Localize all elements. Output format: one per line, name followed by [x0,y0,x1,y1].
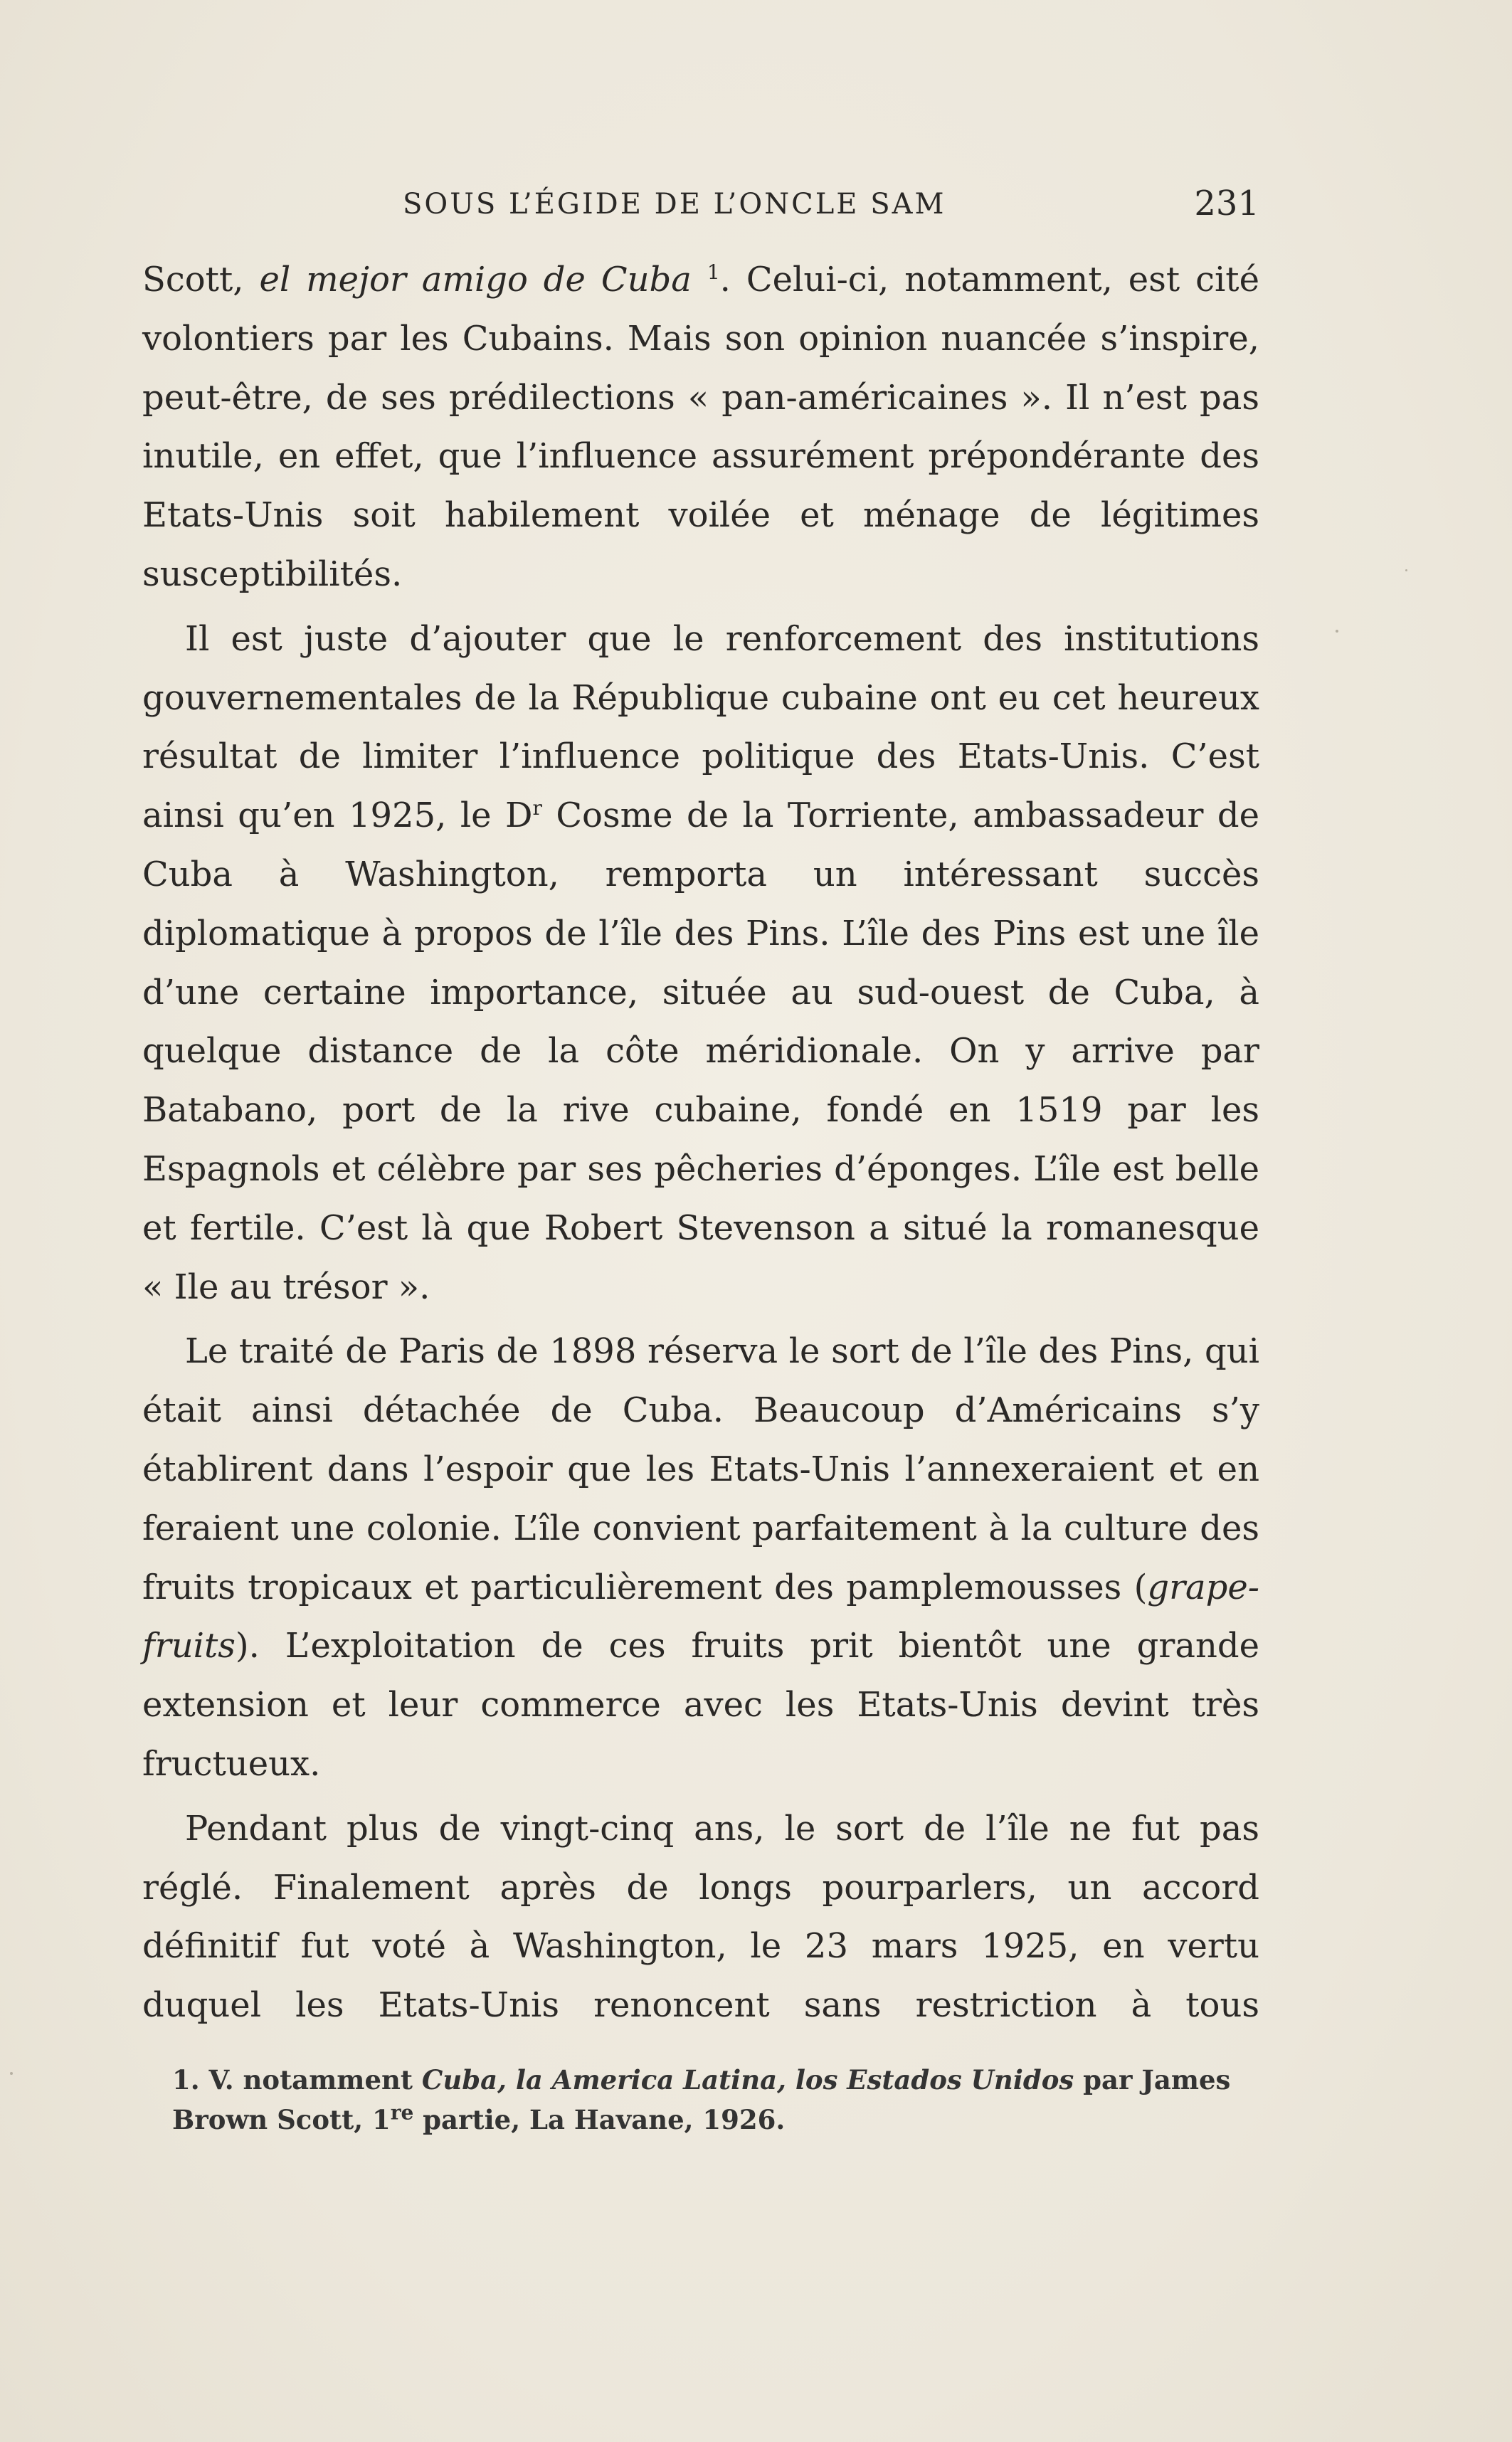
paragraph-3 [142,1322,1259,1793]
footnote-title: Cuba, la America Latina, los Estados Unidos [421,2064,1074,2095]
footnote [142,2060,1259,2140]
paragraph-1 [142,250,1259,604]
running-head: SOUS L’ÉGIDE DE L’ONCLE SAM [403,188,946,221]
paragraph-1-text-a: Scott, [142,260,260,300]
paragraph-2-text-a: Il est juste d’ajouter que le renforcement des institutions gouvernementales de la République cubaine ont eu cet heureux résultat de limiter l’influence politique des Etats-Unis. C’est ainsi qu’en 1925, le D [142,618,1259,836]
paragraph-2-text-b: Cosme de la Torriente, ambassadeur de Cuba à Washington, remporta un intéressant succès diplomatique à propos de l’île des Pins. L’île des Pins est une île d’une certaine importance, située au sud-ouest de Cuba, à quelque distance de la côte méridionale. On y arrive par Batabano, port de la rive cubaine, fondé en 1519 par les Espagnols et célèbre par ses pêcheries d’éponges. L’île est belle et fertile. C’est là que Robert Stevenson a situé la romanesque « Ile au trésor ». [142,796,1259,1307]
paragraph-3-text-b: ). L’exploitation de ces fruits prit bientôt une grande extension et leur commerce avec les Etats-Unis devint très fructueux. [142,1626,1259,1784]
footnote-reference: 1 [707,260,720,284]
paragraph-4-text: Pendant plus de vingt-cinq ans, le sort de l’île ne fut pas réglé. Finalement après de longs pourparlers, un accord définitif fut voté à Washington, le 23 mars 1925, en vertu duquel les Etats-Unis renoncent sans restriction à tous [142,1808,1259,2026]
paragraph-1-text-b: . Celui-ci, notamment, est cité volontiers par les Cubains. Mais son opinion nuancée s’inspire, peut-être, de ses prédilections « pan-américaines ». Il n’est pas inutile, en effet, que l’influence assurément prépondérante des Etats-Unis soit habilement voilée et ménage de légitimes susceptibilités. [142,260,1260,594]
page-header [142,184,1259,226]
paper-speck [1336,630,1338,633]
footnote-text-b: par James Brown Scott, 1 [172,2064,1231,2135]
footnote-superscript: re [390,2100,414,2125]
paragraph-2 [142,610,1259,1317]
page-number: 231 [1194,184,1259,223]
paragraph-3-emphasis: grape-fruits [142,1567,1259,1666]
footnote-text [142,2060,1259,2140]
paragraph-1-emphasis: el mejor amigo de Cuba [259,260,692,300]
paragraph-4 [142,1799,1259,2035]
footnote-text-a: 1. V. notamment [172,2064,422,2095]
paper-speck [10,2072,13,2075]
footnote-text-c: partie, La Havane, 1926. [413,2104,786,2135]
paper-speck [1405,569,1407,571]
body-text [142,250,1259,2035]
paragraph-2-superscript: r [532,796,542,820]
paragraph-3-text-a: Le traité de Paris de 1898 réserva le sort de l’île des Pins, qui était ainsi détachée de Cuba. Beaucoup d’Américains s’y établirent dans l’espoir que les Etats-Unis l’annexeraient et en feraient une colonie. L’île convient parfaitement à la culture des fruits tropicaux et particulièrement des pamplemousses ( [142,1331,1259,1607]
